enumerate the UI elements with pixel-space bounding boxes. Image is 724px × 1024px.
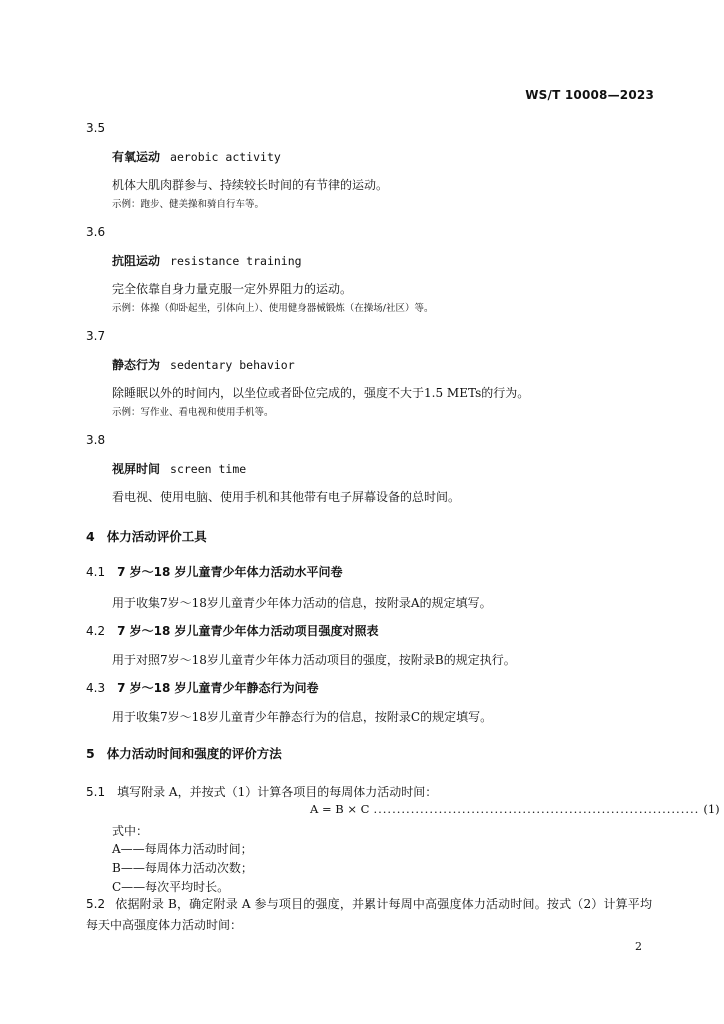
term-number: 3.5 xyxy=(86,121,106,135)
term-definition: 看电视、使用电脑、使用手机和其他带有电子屏幕设备的总时间。 xyxy=(112,490,461,504)
subsection-heading xyxy=(86,622,379,639)
section-heading xyxy=(86,527,207,545)
where-item: C——每次平均时长。 xyxy=(112,880,230,894)
subsection-number: 4.2 xyxy=(86,624,106,638)
subsection-text: 用于收集7岁～18岁儿童青少年体力活动的信息，按附录A的规定填写。 xyxy=(112,596,492,610)
section-title: 体力活动评价工具 xyxy=(106,529,207,544)
formula-1 xyxy=(310,802,720,816)
subsection-title: 7 岁～18 岁儿童青少年静态行为问卷 xyxy=(117,681,319,695)
formula-leader-dots: ...................................................................... xyxy=(373,802,700,816)
term-definition: 机体大肌肉群参与、持续较长时间的有节律的运动。 xyxy=(112,178,389,192)
term-en: aerobic activity xyxy=(170,150,281,164)
term-definition: 完全依靠自身力量克服一定外界阻力的运动。 xyxy=(112,282,353,296)
standard-code-header: WS/T 10008—2023 xyxy=(525,88,654,102)
paragraph-5-2 xyxy=(86,894,652,936)
paragraph-number: 5.1 xyxy=(86,785,106,799)
term-number: 3.6 xyxy=(86,225,106,239)
term-zh: 静态行为 xyxy=(112,358,161,372)
term-number: 3.8 xyxy=(86,433,106,447)
term-definition: 除睡眠以外的时间内，以坐位或者卧位完成的，强度不大于1.5 METs的行为。 xyxy=(112,386,530,400)
section-number: 5 xyxy=(86,746,95,761)
subsection-heading xyxy=(86,563,343,580)
paragraph-5-1 xyxy=(86,783,437,800)
paragraph-text: 依据附录 B，确定附录 A 参与项目的强度，并累计每周中高强度体力活动时间。按式（2）计算平均每天中高强度体力活动时间： xyxy=(86,897,652,932)
where-label: 式中： xyxy=(112,824,149,838)
term-en: sedentary behavior xyxy=(170,358,295,372)
subsection-title: 7 岁～18 岁儿童青少年体力活动水平问卷 xyxy=(117,565,343,579)
page-number: 2 xyxy=(635,940,642,953)
subsection-text: 用于收集7岁～18岁儿童青少年静态行为的信息，按附录C的规定填写。 xyxy=(112,710,493,724)
formula-expression: A = B × C xyxy=(310,802,370,816)
term-zh: 有氧运动 xyxy=(112,150,161,164)
section-heading xyxy=(86,744,282,762)
subsection-number: 4.3 xyxy=(86,681,106,695)
term-heading xyxy=(112,252,302,269)
term-number: 3.7 xyxy=(86,329,106,343)
paragraph-text: 填写附录 A，并按式（1）计算各项目的每周体力活动时间： xyxy=(117,785,438,799)
section-title: 体力活动时间和强度的评价方法 xyxy=(106,746,282,761)
term-heading xyxy=(112,356,295,373)
where-item: A——每周体力活动时间； xyxy=(112,842,253,856)
section-number: 4 xyxy=(86,529,95,544)
term-example: 示例：写作业、看电视和使用手机等。 xyxy=(112,407,274,418)
term-zh: 抗阻运动 xyxy=(112,254,161,268)
formula-number: (1) xyxy=(703,802,720,816)
subsection-title: 7 岁～18 岁儿童青少年体力活动项目强度对照表 xyxy=(117,624,379,638)
term-heading xyxy=(112,460,246,477)
where-item: B——每周体力活动次数； xyxy=(112,861,253,875)
term-en: resistance training xyxy=(170,254,302,268)
term-example: 示例：体操（仰卧起坐，引体向上）、使用健身器械锻炼（在操场/社区）等。 xyxy=(112,303,434,314)
term-en: screen time xyxy=(170,462,247,476)
term-heading xyxy=(112,148,281,165)
term-example: 示例：跑步、健美操和骑自行车等。 xyxy=(112,199,265,210)
subsection-heading xyxy=(86,679,319,696)
subsection-text: 用于对照7岁～18岁儿童青少年体力活动项目的强度，按附录B的规定执行。 xyxy=(112,653,516,667)
term-zh: 视屏时间 xyxy=(112,462,161,476)
subsection-number: 4.1 xyxy=(86,565,106,579)
paragraph-number: 5.2 xyxy=(86,897,106,911)
